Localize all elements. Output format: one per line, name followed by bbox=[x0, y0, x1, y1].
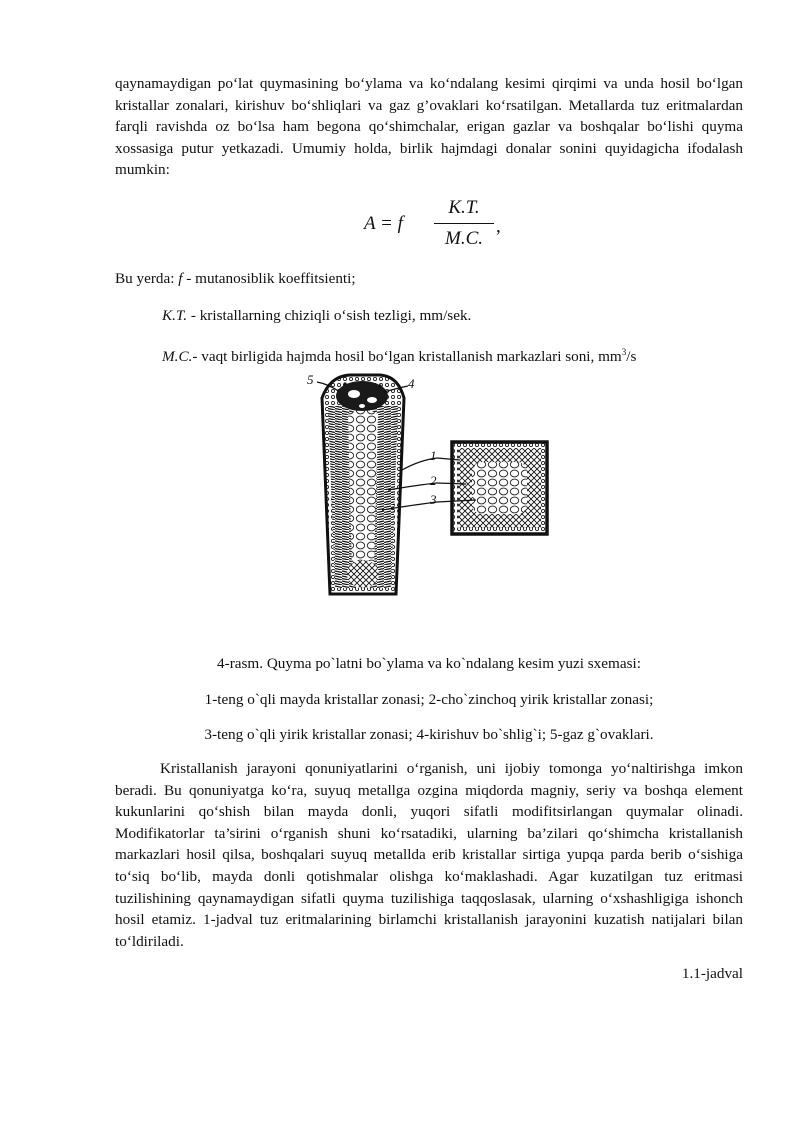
symbol-kt: K.T. bbox=[162, 307, 188, 324]
figure-label-4: 4 bbox=[408, 376, 415, 391]
figure-label-1: 1 bbox=[430, 448, 437, 463]
figure-caption-line-2: 1-teng o`qli mayda kristallar zonasi; 2-cho`zinchoq yirik kristallar zonasi; bbox=[204, 691, 654, 708]
symbol-mc: M.C. bbox=[162, 348, 193, 365]
figure-caption-title: 4-rasm. Quyma po`latni bo`ylama va ko`ndalang kesim yuzi sxemasi: bbox=[217, 655, 641, 672]
fraction-bar bbox=[434, 223, 494, 224]
figure-label-3: 3 bbox=[430, 492, 437, 507]
paragraph-intro: qaynamaydigan po‘lat quymasining bo‘ylama va ko‘ndalang kesimi qirqimi va unda hosil bo‘lgan kristallar zonalari, kirishuv bo‘shliqlari va gaz g’ovaklari ko‘rsatilgan. Metallarda tuz eritmalardan farqli ravishda oz bo‘lsa ham begona qo‘shimchalar, erigan gazlar va boshqalar bo‘lishi quyma xossasiga putur yetkazadi. Umumiy holda, birlik hajmdagi donalar sonini quyidagicha ifodalash mumkin: bbox=[115, 75, 743, 179]
figure-caption-line-3: 3-teng o`qli yirik kristallar zonasi; 4-kirishuv bo`shlig`i; 5-gaz g`ovaklari. bbox=[204, 726, 654, 743]
unit-superscript: 3 bbox=[621, 347, 627, 357]
formula-denominator: M.C. bbox=[445, 228, 483, 249]
formula-comma: , bbox=[496, 216, 501, 237]
transverse-section bbox=[452, 442, 547, 534]
figure-label-5: 5 bbox=[307, 372, 314, 387]
symbol-f: f bbox=[178, 270, 183, 287]
definition-kt bbox=[162, 306, 471, 326]
ingot-section-figure bbox=[300, 370, 570, 610]
definition-mc-unit: /s bbox=[626, 348, 637, 365]
paragraph-crystallization: Kristallanish jarayoni qonuniyatlarini o‘rganish, uni ijobiy tomonga yo‘naltirishga imkon beradi. Bu qonuniyatga ko‘ra, suyuq metallga ozgina miqdorda magniy, seriy va boshqa element kukunlarini qo‘shish bilan mayda donli, yuqori sifatli modifitsirlangan quymalar olinadi. Modifikatorlar ta’sirini o‘rganish shuni ko‘rsatadiki, ularning ba’zilari qo‘shimcha kristallanish markazlari hosil qilsa, boshqalari suyuq metallda erib kristallar sirtiga yupqa parda berib o‘sishiga to‘siq bo‘lib, mayda donli qotishmalar olishga ko‘maklashadi. Agar kuzatilgan tuz eritmasi tuzilishining qaynamaydigan sifatli quyma tuzilishiga taqqoslasak, ularning o‘xshashligiga ishonch hosil etamiz. 1-jadval tuz eritmalarining birlamchi kristallanish jarayonini kuzatish natijalari bilan to‘ldiriladi. bbox=[115, 760, 743, 950]
formula-lhs: A = f bbox=[364, 213, 403, 234]
definition-f bbox=[115, 269, 356, 289]
table-label: 1.1-jadval bbox=[681, 965, 743, 982]
grain-count-formula bbox=[364, 196, 504, 256]
figure-label-2: 2 bbox=[430, 473, 437, 488]
definition-mc-text: - vaqt birligida hajmda hosil bo‘lgan kristallanish markazlari soni, mm bbox=[192, 348, 622, 365]
definition-kt-text: - kristallarning chiziqli o‘sish tezligi, mm/sek. bbox=[187, 307, 472, 324]
definition-mc bbox=[162, 342, 636, 367]
longitudinal-section bbox=[322, 375, 404, 594]
formula-numerator: K.T. bbox=[448, 197, 480, 218]
formula-fraction bbox=[434, 196, 494, 251]
definition-f-text: - mutanosiblik koeffitsienti; bbox=[182, 270, 356, 287]
definition-prefix: Bu yerda: bbox=[115, 270, 179, 287]
